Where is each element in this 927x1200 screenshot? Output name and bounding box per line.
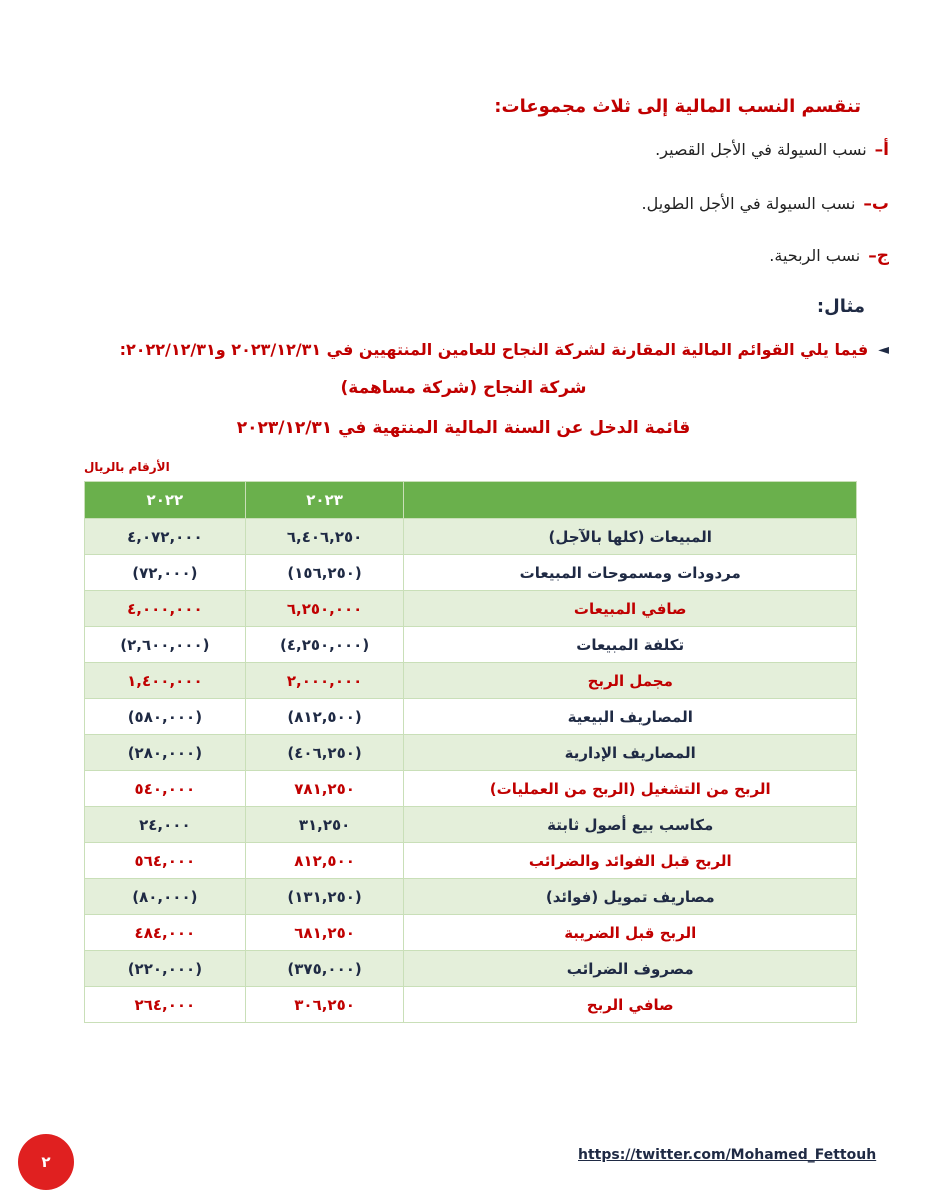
value-2023: ٦,٢٥٠,٠٠٠ bbox=[245, 591, 404, 627]
value-2022: ٢٦٤,٠٠٠ bbox=[85, 987, 246, 1023]
header-label bbox=[404, 482, 857, 519]
value-2023: ٨١٢,٥٠٠ bbox=[245, 843, 404, 879]
value-2023: (١٥٦,٢٥٠) bbox=[245, 555, 404, 591]
table-row bbox=[85, 735, 857, 771]
table-row bbox=[85, 519, 857, 555]
value-2022: (٢٢٠,٠٠٠) bbox=[85, 951, 246, 987]
value-2022: ٥٤٠,٠٠٠ bbox=[85, 771, 246, 807]
table-header-row bbox=[85, 482, 857, 519]
row-label: صافي الربح bbox=[404, 987, 857, 1023]
group-letter: ج– bbox=[868, 246, 889, 266]
value-2022: (٨٠,٠٠٠) bbox=[85, 879, 246, 915]
header-2023: ٢٠٢٣ bbox=[245, 482, 404, 519]
value-2023: (١٣١,٢٥٠) bbox=[245, 879, 404, 915]
table-row bbox=[85, 951, 857, 987]
value-2023: ٦,٤٠٦,٢٥٠ bbox=[245, 519, 404, 555]
value-2022: ٤٨٤,٠٠٠ bbox=[85, 915, 246, 951]
group-text: نسب الربحية. bbox=[769, 246, 861, 265]
table-row bbox=[85, 915, 857, 951]
value-2023: ٣٠٦,٢٥٠ bbox=[245, 987, 404, 1023]
header-2022: ٢٠٢٢ bbox=[85, 482, 246, 519]
company-name: شركة النجاح (شركة مساهمة) bbox=[340, 378, 587, 398]
row-label: المصاريف البيعية bbox=[404, 699, 857, 735]
value-2023: ٦٨١,٢٥٠ bbox=[245, 915, 404, 951]
value-2023: ٢,٠٠٠,٠٠٠ bbox=[245, 663, 404, 699]
intro-text: فيما يلي القوائم المالية المقارنة لشركة النجاح للعامين المنتهيين في ٢٠٢٣/١٢/٣١ و٢٠٢٢/١٢/٣١: bbox=[119, 340, 869, 359]
group-letter: ب– bbox=[863, 194, 889, 214]
value-2022: ٥٦٤,٠٠٠ bbox=[85, 843, 246, 879]
value-2023: ٧٨١,٢٥٠ bbox=[245, 771, 404, 807]
page-number-badge: ٢ bbox=[18, 1134, 74, 1190]
group-item-a bbox=[655, 140, 889, 160]
group-item-b bbox=[642, 194, 889, 214]
table-row bbox=[85, 663, 857, 699]
row-label: المبيعات (كلها بالآجل) bbox=[404, 519, 857, 555]
example-label: مثال: bbox=[816, 296, 865, 317]
bullet-arrow-icon: ◄ bbox=[878, 341, 889, 358]
value-2023: (٨١٢,٥٠٠) bbox=[245, 699, 404, 735]
value-2022: (٥٨٠,٠٠٠) bbox=[85, 699, 246, 735]
table-row bbox=[85, 879, 857, 915]
income-statement-table bbox=[84, 481, 857, 1023]
row-label: مردودات ومسموحات المبيعات bbox=[404, 555, 857, 591]
intro-line bbox=[120, 340, 889, 359]
table-row bbox=[85, 987, 857, 1023]
table-row bbox=[85, 591, 857, 627]
row-label: تكلفة المبيعات bbox=[404, 627, 857, 663]
section-heading: تنقسم النسب المالية إلى ثلاث مجموعات: bbox=[494, 96, 861, 117]
row-label: مجمل الربح bbox=[404, 663, 857, 699]
group-text: نسب السيولة في الأجل الطويل. bbox=[641, 194, 856, 213]
value-2022: ١,٤٠٠,٠٠٠ bbox=[85, 663, 246, 699]
value-2022: ٤,٠٧٢,٠٠٠ bbox=[85, 519, 246, 555]
group-letter: أ– bbox=[874, 140, 889, 160]
statement-title: قائمة الدخل عن السنة المالية المنتهية في ٢٠٢٣/١٢/٣١ bbox=[236, 418, 691, 438]
value-2022: ٢٤,٠٠٠ bbox=[85, 807, 246, 843]
value-2023: (٤,٢٥٠,٠٠٠) bbox=[245, 627, 404, 663]
value-2022: (٧٢,٠٠٠) bbox=[85, 555, 246, 591]
units-note: الأرقام بالريال bbox=[84, 460, 170, 474]
row-label: مصروف الضرائب bbox=[404, 951, 857, 987]
row-label: صافي المبيعات bbox=[404, 591, 857, 627]
value-2023: (٤٠٦,٢٥٠) bbox=[245, 735, 404, 771]
row-label: الربح قبل الفوائد والضرائب bbox=[404, 843, 857, 879]
row-label: الربح من التشغيل (الربح من العمليات) bbox=[404, 771, 857, 807]
twitter-link[interactable]: https://twitter.com/Mohamed_Fettouh bbox=[578, 1147, 877, 1163]
group-item-c bbox=[769, 246, 889, 266]
row-label: المصاريف الإدارية bbox=[404, 735, 857, 771]
row-label: الربح قبل الضريبة bbox=[404, 915, 857, 951]
table-row bbox=[85, 807, 857, 843]
value-2022: ٤,٠٠٠,٠٠٠ bbox=[85, 591, 246, 627]
table-row bbox=[85, 555, 857, 591]
value-2023: (٣٧٥,٠٠٠) bbox=[245, 951, 404, 987]
row-label: مكاسب بيع أصول ثابتة bbox=[404, 807, 857, 843]
table-row bbox=[85, 699, 857, 735]
value-2022: (٢,٦٠٠,٠٠٠) bbox=[85, 627, 246, 663]
table-row bbox=[85, 627, 857, 663]
value-2023: ٣١,٢٥٠ bbox=[245, 807, 404, 843]
table-row bbox=[85, 843, 857, 879]
table-row bbox=[85, 771, 857, 807]
value-2022: (٢٨٠,٠٠٠) bbox=[85, 735, 246, 771]
row-label: مصاريف تمويل (فوائد) bbox=[404, 879, 857, 915]
group-text: نسب السيولة في الأجل القصير. bbox=[655, 140, 867, 159]
